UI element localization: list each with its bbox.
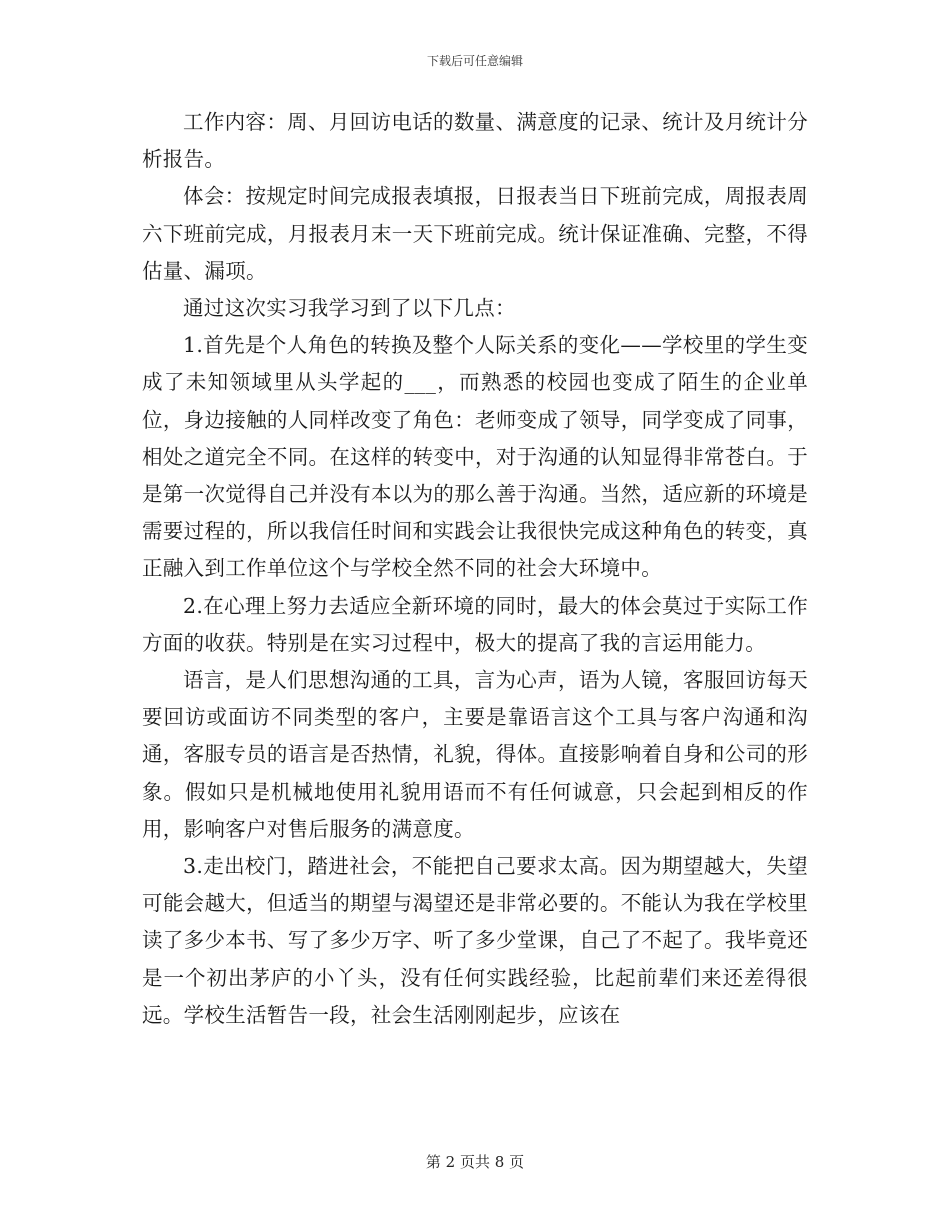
paragraph-point-3: 3.走出校门，踏进社会，不能把自己要求太高。因为期望越大，失望可能会越大，但适当的期望与渴望还是非常必要的。不能认为我在学校里读了多少本书、写了多少万字、听了多少堂课，自己了不起了。我毕竟还是一个初出茅庐的小丫头，没有任何实践经验，比起前辈们来还差得很远。学校生活暂告一段，社会生活刚刚起步，应该在 [142, 854, 808, 1027]
paragraph-intro-points: 通过这次实习我学习到了以下几点： [183, 296, 516, 321]
paragraph-language: 语言，是人们思想沟通的工具，言为心声，语为人镜，客服回访每天要回访或面访不同类型的客户，主要是靠语言这个工具与客户沟通和沟通，客服专员的语言是否热情，礼貌，得体。直接影响着自身和公司的形象。假如只是机械地使用礼貌用语而不有任何诚意，只会起到相反的作用，影响客户对售后服务的满意度。 [142, 668, 808, 841]
document-body [142, 104, 808, 1034]
paragraph-experience: 体会：按规定时间完成报表填报，日报表当日下班前完成，周报表周六下班前完成，月报表月末一天下班前完成。统计保证准确、完整，不得估量、漏项。 [142, 184, 808, 283]
paragraph-point-1: 1.首先是个人角色的转换及整个人际关系的变化——学校里的学生变成了未知领域里从头学起的___，而熟悉的校园也变成了陌生的企业单位，身边接触的人同样改变了角色：老师变成了领导，同学变成了同事，相处之道完全不同。在这样的转变中，对于沟通的认知显得非常苍白。于是第一次觉得自己并没有本以为的那么善于沟通。当然，适应新的环境是需要过程的，所以我信任时间和实践会让我很快完成这种角色的转变，真正融入到工作单位这个与学校全然不同的社会大环境中。 [142, 333, 808, 581]
page-header: 下载后可任意编辑 [426, 54, 523, 68]
paragraph-point-2: 2.在心理上努力去适应全新环境的同时，最大的体会莫过于实际工作方面的收获。特别是在实习过程中，极大的提高了我的言运用能力。 [142, 593, 808, 655]
page-number-footer: 第 2 页共 8 页 [425, 1153, 525, 1171]
paragraph-work-content: 工作内容：周、月回访电话的数量、满意度的记录、统计及月统计分析报告。 [142, 110, 808, 172]
